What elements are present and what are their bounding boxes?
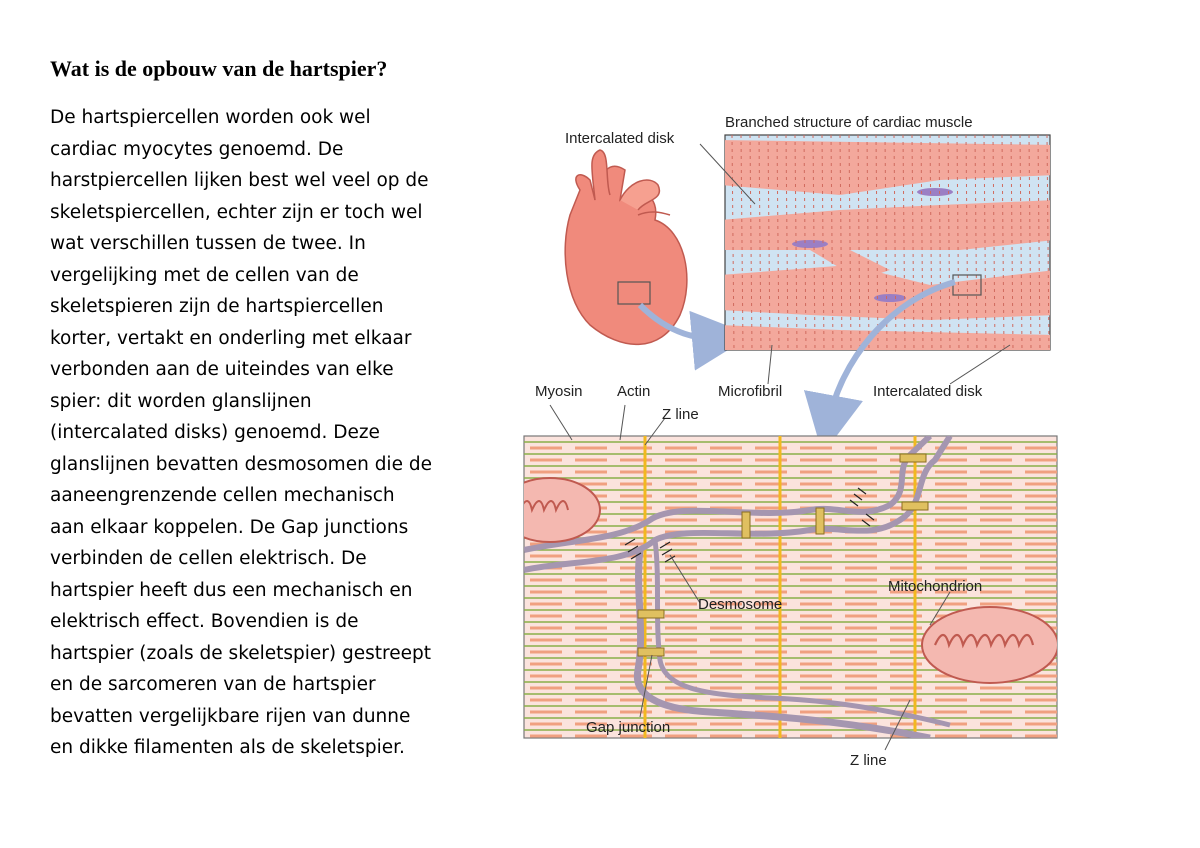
paragraph-line: (intercalated disks) genoemd. Deze — [50, 422, 380, 443]
paragraph-line: spier: dit worden glanslijnen — [50, 390, 312, 412]
paragraph-line: hartspier heeft dus een mechanisch en — [50, 579, 413, 601]
label-myosin: Myosin — [535, 383, 583, 400]
label-intercalated-disk-bottom: Intercalated disk — [873, 383, 983, 400]
paragraph-line: en dikke filamenten als de skeletspier. — [50, 737, 405, 758]
paragraph-line: vergelijking met de cellen van de — [50, 264, 359, 286]
paragraph-line: De hartspiercellen worden ook wel — [50, 107, 371, 128]
label-gap-junction: Gap junction — [586, 719, 671, 736]
label-intercalated-disk-top: Intercalated disk — [565, 130, 675, 147]
paragraph-line: wat verschillen tussen de twee. In — [50, 233, 366, 254]
cardiac-muscle-figure — [510, 100, 1070, 780]
body-paragraph — [50, 102, 490, 764]
paragraph-line: verbinden de cellen elektrisch. De — [50, 548, 367, 569]
paragraph-line: bevatten vergelijkbare rijen van dunne — [50, 705, 411, 727]
paragraph-line: aaneengrenzende cellen mechanisch — [50, 485, 395, 506]
label-z-line-top: Z line — [662, 406, 699, 423]
label-actin: Actin — [617, 383, 651, 400]
paragraph-line: glanslijnen bevatten desmosomen die de — [50, 453, 432, 475]
paragraph-line: aan elkaar koppelen. De Gap junctions — [50, 516, 409, 538]
label-microfibril: Microfibril — [718, 383, 783, 400]
page-title: Wat is de opbouw van de hartspier? — [50, 56, 388, 81]
label-branched-structure: Branched structure of cardiac muscle — [725, 114, 973, 131]
paragraph-line: hartspier (zoals de skeletspier) gestreept — [50, 642, 431, 664]
paragraph-line: skeletspieren zijn de hartspiercellen — [50, 296, 384, 317]
paragraph-line: cardiac myocytes genoemd. De — [50, 138, 344, 160]
paragraph-line: elektrisch effect. Bovendien is de — [50, 611, 359, 632]
paragraph-line: harstpiercellen lijken best wel veel op de — [50, 170, 429, 191]
label-desmosome: Desmosome — [698, 596, 783, 613]
label-z-line-bottom: Z line — [850, 752, 887, 769]
paragraph-line: skeletspiercellen, echter zijn er toch wel — [50, 201, 423, 223]
paragraph-line: en de sarcomeren van de hartspier — [50, 674, 376, 695]
heart-illustration — [565, 150, 687, 344]
paragraph-line: korter, vertakt en onderling met elkaar — [50, 327, 412, 349]
paragraph-line: verbonden aan de uiteindes van elke — [50, 359, 394, 380]
label-mitochondrion: Mitochondrion — [888, 578, 983, 595]
